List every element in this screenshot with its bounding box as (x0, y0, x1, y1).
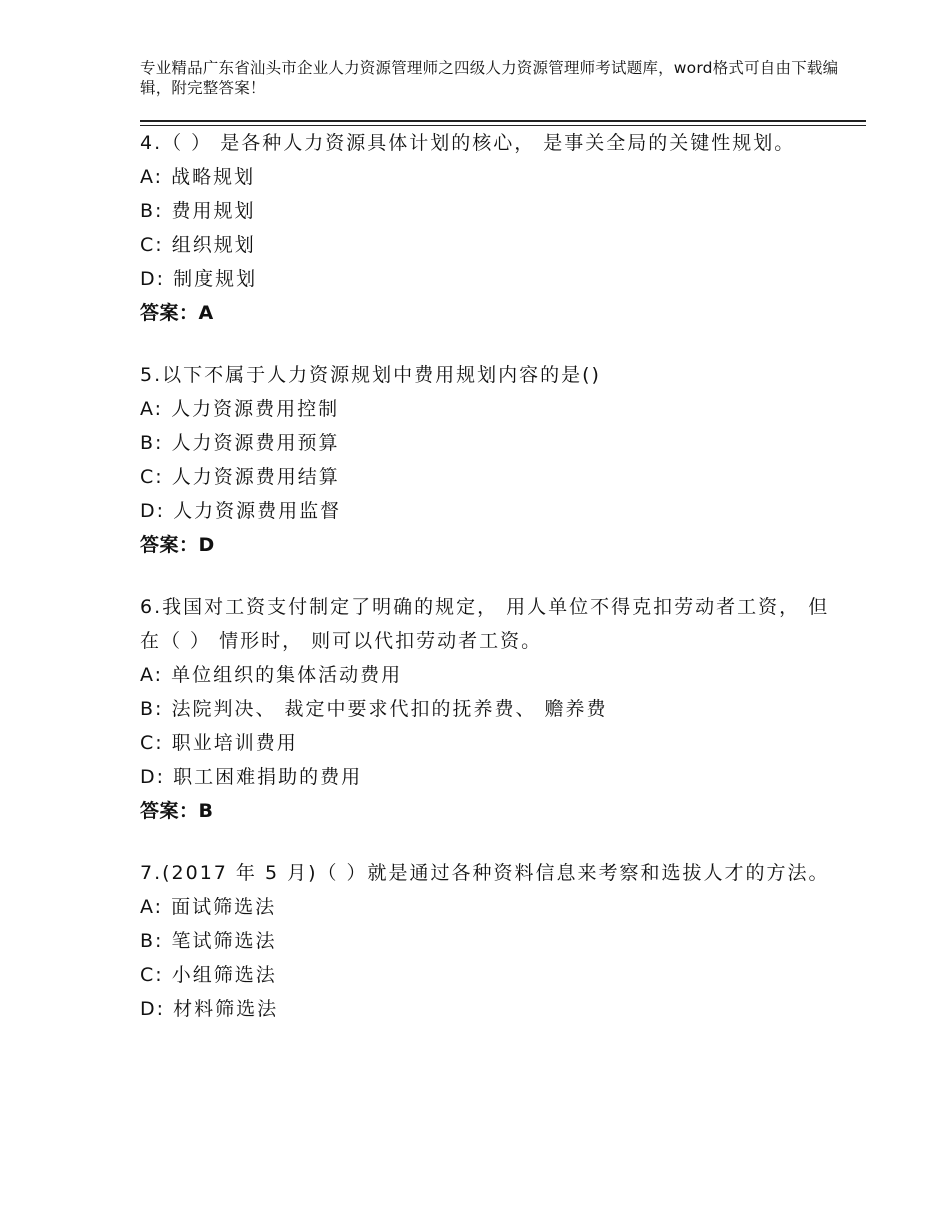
question-6 (140, 590, 830, 828)
question-stem: 7.(2017 年 5 月)（ ）就是通过各种资料信息来考察和选拔人才的方法。 (140, 862, 830, 884)
document-header: 专业精品广东省汕头市企业人力资源管理师之四级人力资源管理师考试题库，word格式可自由下载编辑，附完整答案！ (140, 59, 839, 97)
option-c: C: 组织规划 (140, 234, 256, 256)
question-7 (140, 856, 830, 1026)
question-stem: 4.（ ） 是各种人力资源具体计划的核心， 是事关全局的关键性规划。 (140, 132, 796, 154)
option-a: A: 面试筛选法 (140, 896, 277, 918)
option-b: B: 人力资源费用预算 (140, 432, 340, 454)
answer: 答案：B (140, 800, 214, 822)
option-b: B: 笔试筛选法 (140, 930, 277, 952)
option-a: A: 人力资源费用控制 (140, 398, 340, 420)
option-b: B: 费用规划 (140, 200, 256, 222)
option-c: C: 职业培训费用 (140, 732, 298, 754)
header-rule-thick (140, 120, 866, 122)
option-c: C: 人力资源费用结算 (140, 466, 340, 488)
question-5 (140, 358, 830, 562)
option-d: D: 职工困难捐助的费用 (140, 766, 363, 788)
option-b: B: 法院判决、 裁定中要求代扣的抚养费、 赡养费 (140, 698, 608, 720)
option-c: C: 小组筛选法 (140, 964, 277, 986)
option-d: D: 制度规划 (140, 268, 258, 290)
question-stem: 5.以下不属于人力资源规划中费用规划内容的是() (140, 364, 601, 386)
option-d: D: 材料筛选法 (140, 998, 279, 1020)
option-d: D: 人力资源费用监督 (140, 500, 342, 522)
answer: 答案：D (140, 534, 215, 556)
question-list (140, 124, 830, 1054)
option-a: A: 战略规划 (140, 166, 256, 188)
question-stem: 6.我国对工资支付制定了明确的规定， 用人单位不得克扣劳动者工资， 但在（ ） 情形时， 则可以代扣劳动者工资。 (140, 596, 830, 652)
answer: 答案：A (140, 302, 214, 324)
question-4 (140, 126, 830, 330)
option-a: A: 单位组织的集体活动费用 (140, 664, 403, 686)
